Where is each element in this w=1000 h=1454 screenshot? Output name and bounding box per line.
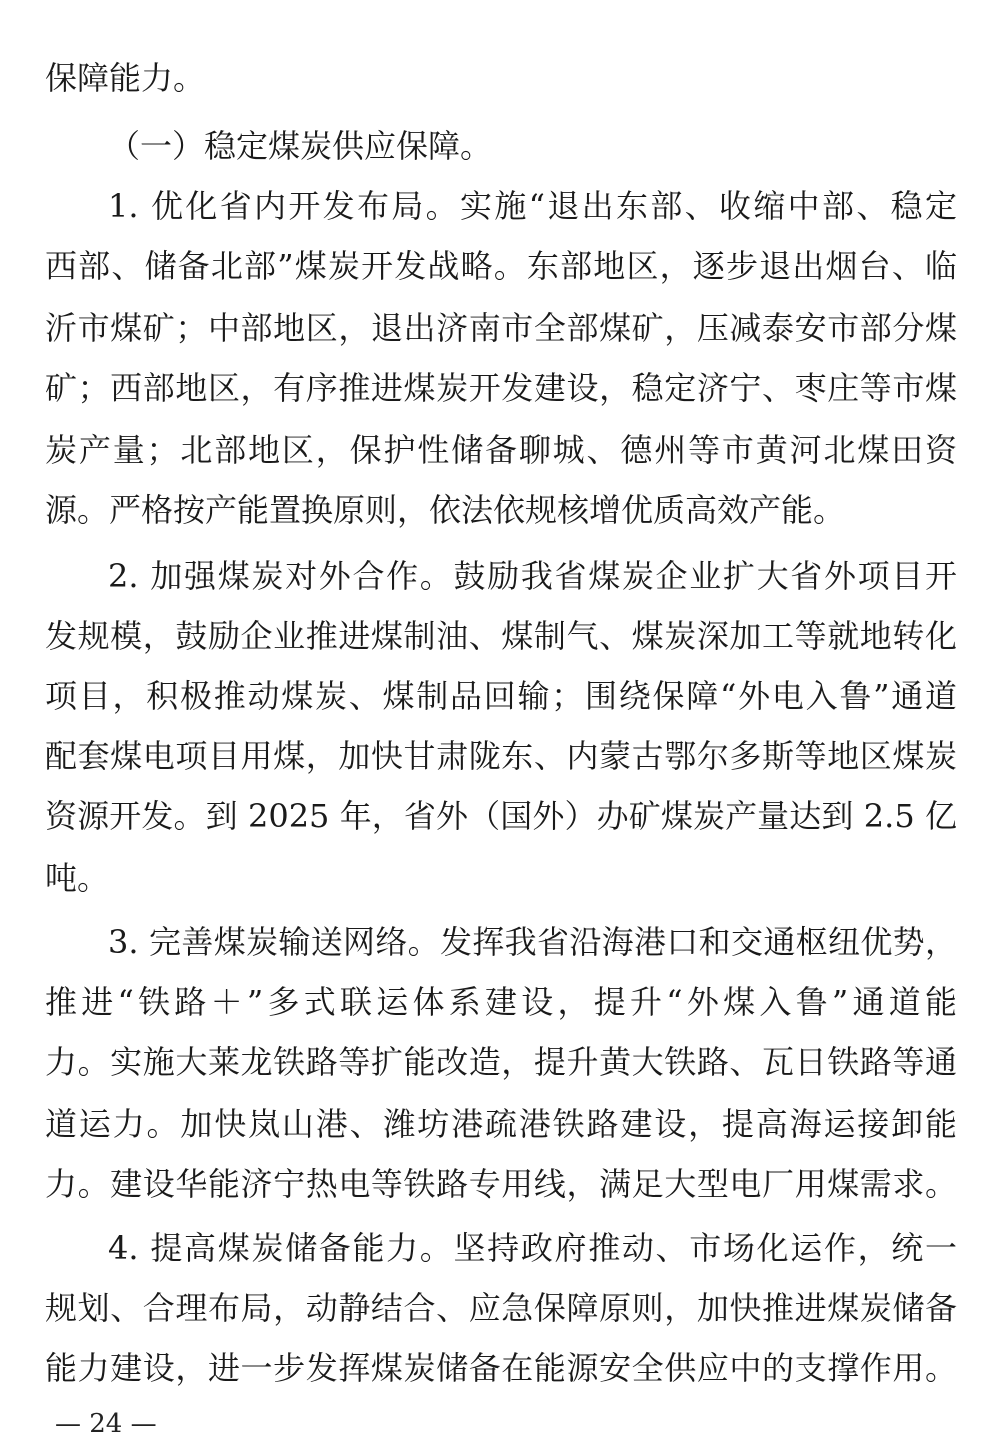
text-line: 保障能力。 xyxy=(45,59,206,97)
text-line: 资源开发。到 2025 年，省外（国外）办矿煤炭产量达到 2.5 亿 xyxy=(45,797,957,835)
text-line: 源。严格按产能置换原则，依法依规核增优质高效产能。 xyxy=(45,491,846,529)
text-line: 发规模，鼓励企业推进煤制油、煤制气、煤炭深加工等就地转化 xyxy=(45,617,957,655)
text-line: 能力建设，进一步发挥煤炭储备在能源安全供应中的支撑作用。 xyxy=(45,1349,957,1387)
text-line: 道运力。加快岚山港、潍坊港疏港铁路建设，提高海运接卸能 xyxy=(45,1105,957,1143)
text-line: 力。实施大莱龙铁路等扩能改造，提升黄大铁路、瓦日铁路等通 xyxy=(45,1043,957,1081)
text-line: 1. 优化省内开发布局。实施“退出东部、收缩中部、稳定 xyxy=(108,187,957,225)
text-line: 推进“铁路＋”多式联运体系建设，提升“外煤入鲁”通道能 xyxy=(45,983,957,1021)
text-line: 吨。 xyxy=(45,859,110,897)
page-number: — 24 — xyxy=(55,1409,157,1439)
text-line: 西部、储备北部”煤炭开发战略。东部地区，逐步退出烟台、临 xyxy=(45,247,957,285)
section-heading: （一）稳定煤炭供应保障。 xyxy=(108,127,493,165)
text-line: 规划、合理布局，动静结合、应急保障原则，加快推进煤炭储备 xyxy=(45,1289,957,1327)
text-line: 沂市煤矿；中部地区，退出济南市全部煤矿，压减泰安市部分煤 xyxy=(45,309,957,347)
text-line: 项目，积极推动煤炭、煤制品回输；围绕保障“外电入鲁”通道 xyxy=(45,677,957,715)
text-line: 力。建设华能济宁热电等铁路专用线，满足大型电厂用煤需求。 xyxy=(45,1165,957,1203)
text-line: 配套煤电项目用煤，加快甘肃陇东、内蒙古鄂尔多斯等地区煤炭 xyxy=(45,737,957,775)
text-line: 矿；西部地区，有序推进煤炭开发建设，稳定济宁、枣庄等市煤 xyxy=(45,369,957,407)
text-line: 炭产量；北部地区，保护性储备聊城、德州等市黄河北煤田资 xyxy=(45,431,957,469)
text-line: 3. 完善煤炭输送网络。发挥我省沿海港口和交通枢纽优势， xyxy=(108,923,957,961)
text-line: 2. 加强煤炭对外合作。鼓励我省煤炭企业扩大省外项目开 xyxy=(108,557,957,595)
text-line: 4. 提高煤炭储备能力。坚持政府推动、市场化运作，统一 xyxy=(108,1229,957,1267)
